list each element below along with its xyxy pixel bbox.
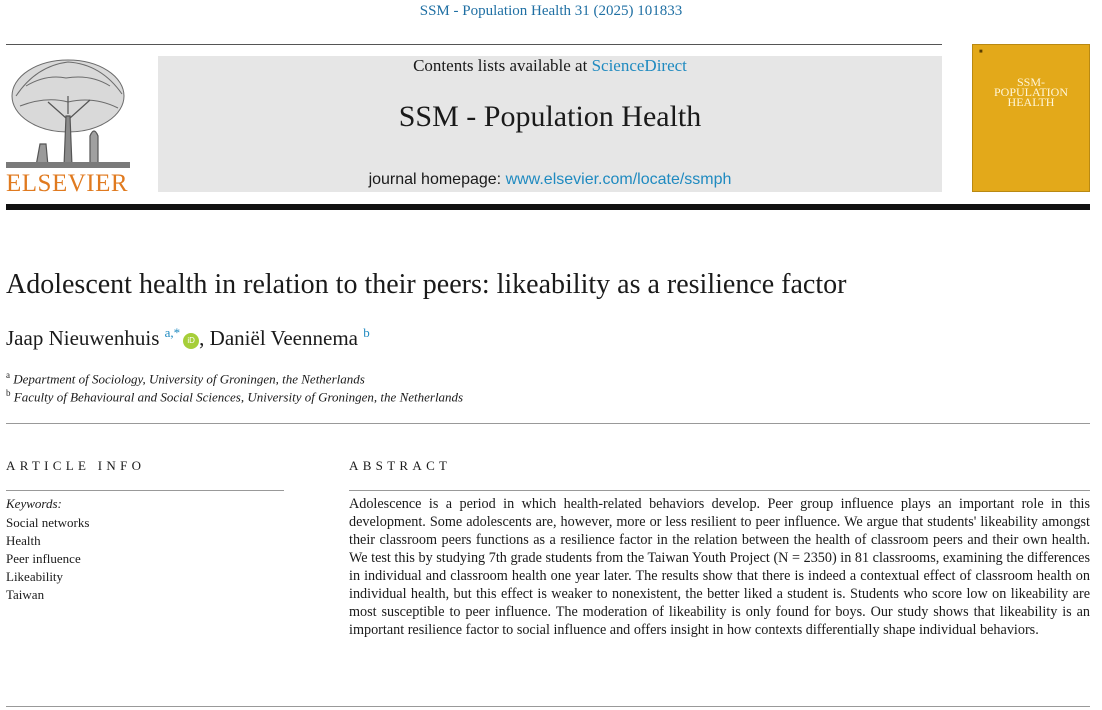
journal-cover[interactable]	[972, 44, 1090, 192]
journal-header-box	[158, 56, 942, 192]
header-thick-divider	[6, 204, 1090, 210]
journal-citation[interactable]: SSM - Population Health 31 (2025) 101833	[419, 3, 683, 19]
author-list: Jaap Nieuwenhuis $^{a,*}$iD , Daniël Veennema $^b$	[6, 325, 370, 350]
abstract-text: Adolescence is a period in which health-related behaviors develop. Peer group influence plays an important role in this development. Some adolescents are, however, more or less resilient to peer influence. We argue that students' likeability amongst their classroom peers functions as a resilience factor in the relation between the health of classroom peers and their own health. We test this by studying 7th grade students from the Taiwan Youth Project (N = 2350) in 81 classrooms, examining the differences in individual and classroom health one year later. The results show that there is indeed a contextual effect of classroom health on individual health, but this effect is weaker to nonexistent, the better liked a student is. Students who score low on likeability are most susceptible to peer influence. The moderation of likeability is only found for boys. Our study shows that likeability is an important resilience factor to social influence and offers insight in how contexts differentially shape individual behaviors.	[349, 496, 1090, 638]
orcid-icon[interactable]: iD	[183, 333, 199, 349]
contents-prefix: Contents lists available at	[413, 56, 588, 75]
homepage-link[interactable]: www.elsevier.com/locate/ssmph	[505, 171, 732, 188]
keyword-item: Health	[6, 533, 41, 548]
affiliation-a: $^a$ Department of Sociology, University of Groningen, the Netherlands	[6, 370, 365, 387]
abstract-heading: ABSTRACT	[349, 458, 452, 473]
keywords-label: Keywords:	[6, 496, 62, 511]
sciencedirect-link[interactable]: ScienceDirect	[591, 56, 687, 75]
keywords-list	[6, 514, 89, 604]
abstract-divider	[349, 490, 1090, 491]
author-affiliation-marker[interactable]: a,*	[164, 325, 181, 340]
keyword-item: Peer influence	[6, 551, 81, 566]
author-name[interactable]: Jaap Nieuwenhuis	[6, 326, 160, 350]
bottom-divider	[6, 706, 1090, 707]
affiliation-b: $^b$ Faculty of Behavioural and Social Sciences, University of Groningen, the Netherlands	[6, 388, 464, 405]
elsevier-wordmark: ELSEVIER	[6, 170, 129, 197]
article-info-heading: ARTICLE INFO	[6, 458, 146, 473]
elsevier-tree-icon	[6, 56, 130, 168]
keyword-item: Likeability	[6, 569, 64, 584]
contents-line	[158, 56, 942, 76]
cover-title: SSM- POPULATION HEALTH	[993, 75, 1068, 109]
article-title: Adolescent health in relation to their peers: likeability as a resilience factor	[6, 269, 847, 300]
elsevier-logo[interactable]	[6, 56, 132, 196]
section-divider	[6, 423, 1090, 424]
cover-logo-icon: ■	[979, 49, 983, 55]
homepage-prefix: journal homepage:	[368, 171, 502, 188]
keyword-item: Social networks	[6, 515, 90, 530]
keyword-item: Taiwan	[6, 587, 45, 602]
author-affiliation-marker[interactable]: b	[363, 325, 370, 340]
article-info-divider	[6, 490, 284, 491]
journal-title: SSM - Population Health	[398, 100, 702, 133]
author-name[interactable]: Daniël Veennema	[209, 326, 358, 350]
header-divider	[6, 44, 942, 45]
journal-homepage	[158, 171, 942, 189]
